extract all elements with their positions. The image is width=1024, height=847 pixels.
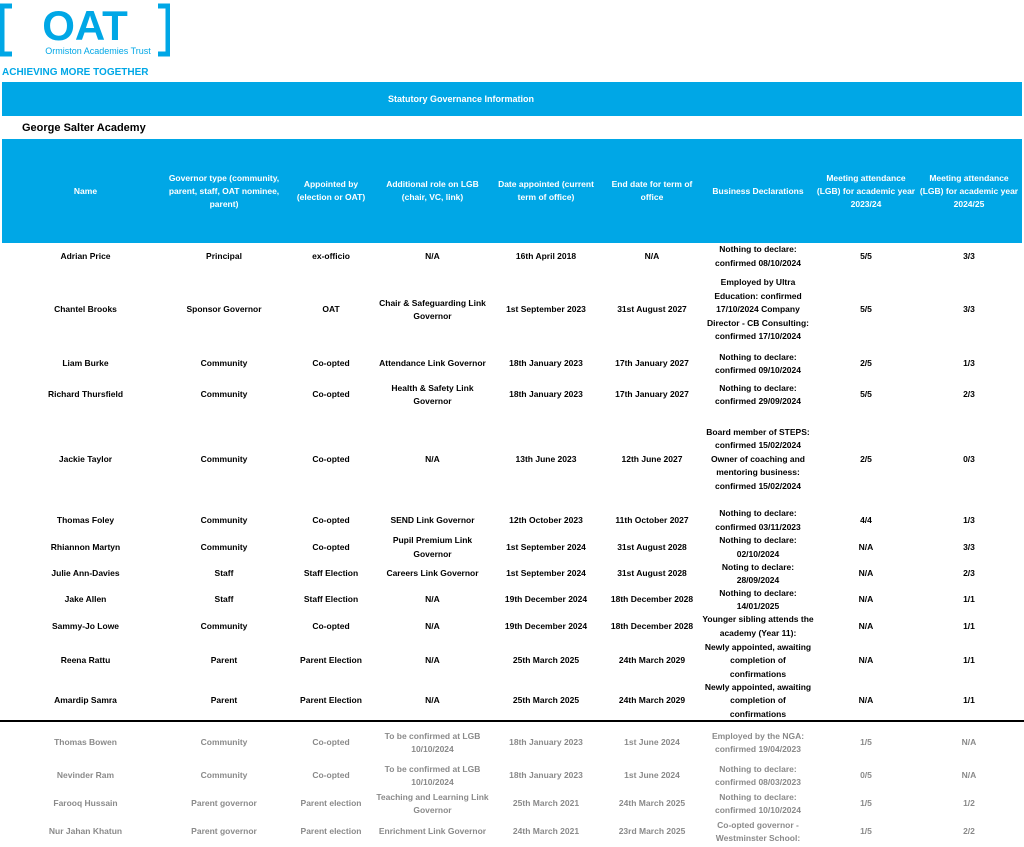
table-row	[0, 587, 1024, 613]
table-row	[0, 412, 1024, 507]
cell-attendance-2024-25: 0/3	[963, 453, 975, 464]
cell-name: Nur Jahan Khatun	[48, 826, 123, 837]
cell-date-appointed: 25th March 2025	[512, 695, 580, 706]
cell-date-appointed: 24th March 2021	[512, 826, 580, 837]
column-header-date-appointed: Date appointed (current term of office)	[498, 179, 594, 202]
table-row	[0, 791, 1024, 817]
cell-additional-role: N/A	[425, 695, 440, 706]
cell-date-appointed: 18th January 2023	[509, 389, 583, 400]
cell-business-declarations: Nothing to declare: confirmed 10/10/2024	[715, 791, 801, 815]
cell-attendance-2023-24: 5/5	[860, 250, 872, 261]
cell-attendance-2024-25: 1/1	[963, 620, 975, 631]
cell-end-date: 1st June 2024	[624, 737, 680, 748]
cell-name: Jake Allen	[64, 594, 107, 605]
cell-business-declarations: Co-opted governor - Westminster School:	[715, 819, 801, 843]
table-row	[0, 817, 1024, 847]
cell-date-appointed: 13th June 2023	[515, 453, 577, 464]
cell-name: Farooq Hussain	[53, 798, 118, 809]
cell-end-date: 18th December 2028	[610, 620, 694, 631]
cell-date-appointed: 19th December 2024	[504, 620, 588, 631]
cell-governor-type: Parent	[210, 695, 238, 706]
cell-end-date: 17th January 2027	[615, 358, 689, 369]
table-row	[0, 682, 1024, 720]
table-row	[0, 534, 1024, 561]
cell-governor-type: Community	[200, 358, 248, 369]
column-header-appointed-by: Appointed by (election or OAT)	[296, 179, 366, 202]
cell-attendance-2023-24: 1/5	[860, 737, 872, 748]
oat-logo	[0, 2, 170, 78]
table-row	[0, 761, 1024, 791]
cell-appointed-by: Parent Election	[300, 655, 362, 666]
table-row	[0, 725, 1024, 761]
cell-date-appointed: 18th January 2023	[509, 358, 583, 369]
cell-attendance-2023-24: 5/5	[860, 389, 872, 400]
cell-business-declarations: Nothing to declare: 14/01/2025	[719, 587, 797, 611]
table-row	[0, 270, 1024, 350]
cell-attendance-2024-25: 2/2	[963, 826, 975, 837]
cell-date-appointed: 12th October 2023	[509, 514, 583, 525]
cell-governor-type: Staff	[214, 568, 234, 579]
cell-end-date: 24th March 2025	[618, 798, 686, 809]
logo-tagline: ACHIEVING MORE TOGETHER	[2, 67, 149, 78]
cell-name: Reena Rattu	[60, 655, 111, 666]
cell-business-declarations: Board member of STEPS: confirmed 15/02/2024 Owner of coaching and mentoring business: confirmed 15/02/2024	[706, 426, 810, 491]
cell-governor-type: Parent	[210, 655, 238, 666]
cell-date-appointed: 1st September 2024	[506, 541, 586, 552]
cell-attendance-2024-25: 1/1	[963, 594, 975, 605]
cell-attendance-2023-24: N/A	[858, 655, 874, 666]
cell-date-appointed: 18th January 2023	[509, 770, 583, 781]
cell-additional-role: Chair & Safeguarding Link Governor	[379, 297, 486, 321]
cell-additional-role: SEND Link Governor	[390, 514, 475, 525]
cell-appointed-by: Co-opted	[312, 514, 350, 525]
column-header-name: Name	[73, 185, 98, 196]
cell-additional-role: N/A	[425, 250, 440, 261]
column-header-attendance-2023-24: Meeting attendance (LGB) for academic year 2023/24	[816, 172, 916, 209]
cell-attendance-2023-24: 2/5	[860, 358, 872, 369]
table-row	[0, 561, 1024, 587]
cell-appointed-by: Co-opted	[312, 541, 350, 552]
cell-end-date: 31st August 2027	[617, 304, 687, 315]
banner-title: Statutory Governance Information	[387, 94, 535, 104]
cell-attendance-2023-24: N/A	[858, 541, 874, 552]
cell-business-declarations: Newly appointed, awaiting completion of confirmations	[704, 681, 812, 719]
cell-business-declarations: Nothing to declare: confirmed 08/03/2023	[715, 763, 801, 787]
cell-governor-type: Community	[200, 620, 248, 631]
cell-governor-type: Community	[200, 770, 248, 781]
cell-attendance-2024-25: 1/2	[963, 798, 975, 809]
cell-appointed-by: Co-opted	[312, 453, 350, 464]
cell-date-appointed: 16th April 2018	[515, 250, 577, 261]
cell-name: Jackie Taylor	[58, 453, 113, 464]
cell-additional-role: To be confirmed at LGB 10/10/2024	[384, 763, 481, 787]
cell-attendance-2023-24: 4/4	[860, 514, 872, 525]
cell-governor-type: Community	[200, 737, 248, 748]
cell-attendance-2024-25: N/A	[961, 737, 977, 748]
table-row	[0, 378, 1024, 412]
cell-end-date: N/A	[644, 250, 660, 261]
cell-attendance-2024-25: 1/3	[963, 514, 975, 525]
cell-attendance-2024-25: 3/3	[963, 304, 975, 315]
cell-appointed-by: OAT	[322, 304, 340, 315]
cell-appointed-by: Parent election	[300, 798, 362, 809]
cell-governor-type: Community	[200, 453, 248, 464]
cell-appointed-by: Staff Election	[303, 568, 359, 579]
cell-attendance-2023-24: N/A	[858, 620, 874, 631]
cell-end-date: 12th June 2027	[621, 453, 683, 464]
cell-governor-type: Principal	[206, 250, 242, 261]
cell-end-date: 31st August 2028	[617, 541, 687, 552]
cell-attendance-2023-24: 2/5	[860, 453, 872, 464]
cell-attendance-2024-25: 1/1	[963, 695, 975, 706]
cell-additional-role: Teaching and Learning Link Governor	[376, 791, 489, 815]
table-row	[0, 613, 1024, 640]
cell-name: Richard Thursfield	[47, 389, 124, 400]
cell-attendance-2023-24: 1/5	[860, 798, 872, 809]
cell-governor-type: Staff	[214, 594, 234, 605]
cell-attendance-2023-24: 0/5	[860, 770, 872, 781]
cell-attendance-2023-24: N/A	[858, 568, 874, 579]
cell-end-date: 11th October 2027	[615, 514, 689, 525]
cell-additional-role: N/A	[425, 453, 440, 464]
cell-business-declarations: Younger sibling attends the academy (Year 11):	[702, 614, 814, 638]
logo-trust-name: Ormiston Academies Trust	[45, 46, 151, 56]
cell-business-declarations: Employed by the NGA: confirmed 19/04/2023	[711, 730, 805, 754]
cell-governor-type: Community	[200, 541, 248, 552]
cell-appointed-by: Staff Election	[303, 594, 359, 605]
cell-name: Rhiannon Martyn	[50, 541, 121, 552]
cell-name: Liam Burke	[62, 358, 109, 369]
cell-attendance-2024-25: 3/3	[963, 541, 975, 552]
table-row	[0, 243, 1024, 270]
cell-date-appointed: 25th March 2021	[512, 798, 580, 809]
cell-governor-type: Community	[200, 389, 248, 400]
cell-attendance-2023-24: N/A	[858, 594, 874, 605]
cell-appointed-by: Co-opted	[312, 389, 350, 400]
cell-governor-type: Parent governor	[191, 826, 257, 837]
cell-date-appointed: 1st September 2024	[506, 568, 586, 579]
cell-attendance-2024-25: N/A	[961, 770, 977, 781]
cell-end-date: 17th January 2027	[615, 389, 689, 400]
cell-appointed-by: Parent Election	[300, 695, 362, 706]
cell-appointed-by: Parent election	[300, 826, 362, 837]
cell-name: Chantel Brooks	[54, 304, 117, 315]
cell-name: Adrian Price	[60, 250, 111, 261]
cell-name: Julie Ann-Davies	[51, 568, 120, 579]
cell-governor-type: Parent governor	[191, 798, 257, 809]
column-header-governor-type: Governor type (community, parent, staff, OAT nominee, parent)	[168, 172, 280, 209]
cell-governor-type: Sponsor Governor	[186, 304, 262, 315]
cell-attendance-2024-25: 2/3	[963, 389, 975, 400]
cell-business-declarations: Nothing to declare: confirmed 29/09/2024	[715, 382, 801, 406]
cell-attendance-2023-24: N/A	[858, 695, 874, 706]
cell-name: Thomas Foley	[56, 514, 115, 525]
cell-end-date: 24th March 2029	[618, 655, 686, 666]
cell-business-declarations: Nothing to declare: confirmed 09/10/2024	[715, 351, 801, 375]
column-header-end-date: End date for term of office	[611, 179, 693, 202]
cell-date-appointed: 25th March 2025	[512, 655, 580, 666]
column-header-additional-role: Additional role on LGB (chair, VC, link)	[386, 179, 479, 202]
cell-business-declarations: Nothing to declare: confirmed 08/10/2024	[715, 244, 801, 268]
cell-additional-role: N/A	[425, 655, 440, 666]
table-row	[0, 640, 1024, 682]
cell-name: Nevinder Ram	[56, 770, 115, 781]
cell-appointed-by: Co-opted	[312, 620, 350, 631]
cell-attendance-2024-25: 1/1	[963, 655, 975, 666]
cell-attendance-2024-25: 2/3	[963, 568, 975, 579]
school-name: George Salter Academy	[22, 122, 146, 134]
cell-additional-role: N/A	[425, 594, 440, 605]
cell-attendance-2024-25: 1/3	[963, 358, 975, 369]
cell-date-appointed: 19th December 2024	[504, 594, 588, 605]
cell-additional-role: Enrichment Link Governor	[378, 826, 487, 837]
cell-date-appointed: 1st September 2023	[506, 304, 586, 315]
cell-appointed-by: Co-opted	[312, 737, 350, 748]
column-header-attendance-2024-25: Meeting attendance (LGB) for academic year 2024/25	[919, 172, 1019, 209]
cell-business-declarations: Nothing to declare: confirmed 03/11/2023	[715, 508, 801, 532]
cell-business-declarations: Employed by Ultra Education: confirmed 17/10/2024 Company Director - CB Consulting: confirmed 17/10/2024	[707, 277, 809, 342]
title-banner	[2, 82, 1022, 116]
cell-additional-role: Careers Link Governor	[386, 568, 479, 579]
table-row	[0, 507, 1024, 534]
cell-business-declarations: Nothing to declare: 02/10/2024	[719, 535, 797, 559]
cell-additional-role: Health & Safety Link Governor	[391, 382, 474, 406]
cell-additional-role: N/A	[425, 620, 440, 631]
table-header	[2, 139, 1022, 243]
cell-date-appointed: 18th January 2023	[509, 737, 583, 748]
cell-additional-role: Attendance Link Governor	[379, 358, 486, 369]
cell-additional-role: To be confirmed at LGB 10/10/2024	[384, 730, 481, 754]
cell-name: Thomas Bowen	[54, 737, 117, 748]
cell-end-date: 31st August 2028	[617, 568, 687, 579]
cell-attendance-2024-25: 3/3	[963, 250, 975, 261]
cell-attendance-2023-24: 5/5	[860, 304, 872, 315]
cell-appointed-by: Co-opted	[312, 358, 350, 369]
column-header-business-declarations: Business Declarations	[712, 185, 804, 196]
cell-business-declarations: Noting to declare: 28/09/2024	[721, 561, 795, 585]
cell-end-date: 23rd March 2025	[618, 826, 686, 837]
cell-name: Sammy-Jo Lowe	[51, 620, 120, 631]
cell-governor-type: Community	[200, 514, 248, 525]
table-divider	[0, 720, 1024, 722]
cell-additional-role: Pupil Premium Link Governor	[392, 535, 473, 559]
cell-business-declarations: Newly appointed, awaiting completion of confirmations	[704, 641, 812, 679]
cell-attendance-2023-24: 1/5	[860, 826, 872, 837]
logo-mark: OAT	[42, 2, 128, 49]
table-row	[0, 350, 1024, 378]
cell-name: Amardip Samra	[54, 695, 117, 706]
cell-appointed-by: Co-opted	[312, 770, 350, 781]
cell-end-date: 24th March 2029	[618, 695, 686, 706]
cell-end-date: 18th December 2028	[610, 594, 694, 605]
cell-end-date: 1st June 2024	[624, 770, 680, 781]
cell-appointed-by: ex-officio	[312, 250, 350, 261]
